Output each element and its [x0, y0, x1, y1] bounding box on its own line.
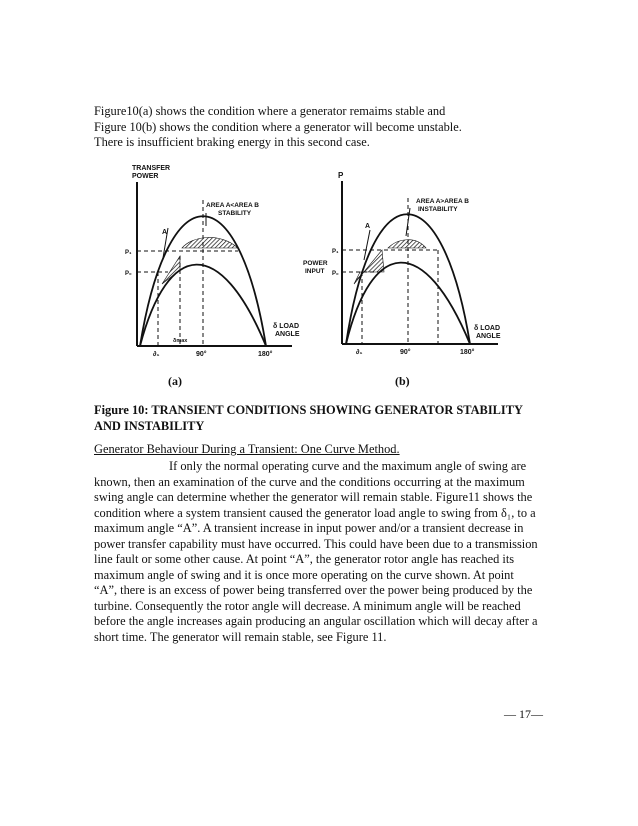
section-heading: Generator Behaviour During a Transient: One Curve Method.	[94, 442, 400, 456]
p1-label: P₁	[125, 250, 132, 256]
body-line: known, then an examination of the curve and the conditions occurring at the maximum	[94, 474, 525, 489]
power-input-label: POWER	[303, 260, 328, 267]
area-b-hatched	[182, 237, 238, 248]
x-axis-label: δ LOAD	[273, 323, 300, 330]
p0-label: P₀	[125, 271, 132, 277]
area-b-hatched	[388, 240, 426, 248]
intro-line: Figure10(a) shows the condition where a generator remaims stable and	[94, 104, 446, 118]
delta1-label: ∂₁	[153, 351, 160, 358]
body-paragraph	[94, 459, 546, 645]
body-line: power transfer capability must have occurred. This could have been due to a transmission	[94, 536, 538, 551]
90-degree-label: 90°	[400, 349, 411, 356]
180-degree-label: 180°	[258, 351, 273, 358]
subfigure-label-a: (a)	[168, 374, 182, 388]
area-label: AREA A>AREA B	[416, 198, 469, 205]
body-line: maximum angle of swing and it is once more operating on the curve shown. At point	[94, 567, 514, 582]
page-number: — 17—	[504, 707, 543, 721]
body-line: maximum angle “A”. A transient increase in input power and/or a transient decrease in	[94, 521, 524, 535]
x-axis-label: ANGLE	[476, 333, 501, 340]
p0-label: P₀	[332, 271, 339, 277]
x-axis-label: ANGLE	[275, 331, 300, 338]
intro-line: There is insufficient braking energy in this second case.	[94, 135, 370, 149]
delta1-label: ∂₁	[356, 349, 363, 356]
body-line: condition where a system transient caused the generator load angle to swing from δ₁, to a	[94, 505, 536, 520]
caption-line: AND INSTABILITY	[94, 418, 205, 433]
y-axis-label: TRANSFER	[132, 165, 171, 172]
180-degree-label: 180°	[460, 349, 475, 356]
90-degree-label: 90°	[196, 351, 207, 358]
subfigure-label-b: (b)	[395, 374, 410, 388]
power-input-label: INPUT	[305, 268, 325, 275]
figure-caption	[94, 403, 554, 434]
body-line: swing angle can determine whether the generator will remain stable. Figure11 shows the	[94, 490, 533, 504]
area-a-hatched	[162, 256, 180, 284]
body-line: line fault or some other cause. At point “A”, the generator rotor angle has reached its	[94, 552, 515, 566]
area-label: AREA A<AREA B	[206, 202, 259, 209]
area-label: INSTABILITY	[418, 206, 458, 213]
x-axis-label: δ LOAD	[474, 325, 501, 332]
figure-10b-diagram	[298, 168, 513, 368]
caption-line: Figure 10: TRANSIENT CONDITIONS SHOWING GENERATOR STABILITY	[94, 403, 523, 417]
body-line: turbine. Consequently the rotor angle will decrease. A minimum angle will be reached	[94, 598, 521, 613]
body-line: before the angle increases again producing an angular oscillation which will decay after a	[94, 614, 538, 628]
p1-label: P₁	[332, 249, 339, 255]
body-line: “A”, there is an excess of power being transferred over the power being produced by the	[94, 583, 533, 597]
body-line: short time. The generator will remain stable, see Figure 11.	[94, 629, 387, 644]
y-axis-label: P	[338, 171, 344, 180]
point-a-label: A	[365, 223, 371, 230]
delta-max-label: δmax	[173, 338, 188, 344]
area-label: STABILITY	[218, 210, 252, 217]
intro-line: Figure 10(b) shows the condition where a generator will become unstable.	[94, 119, 462, 134]
y-axis-label: POWER	[132, 173, 159, 180]
intro-paragraph	[94, 104, 554, 151]
body-line: If only the normal operating curve and the maximum angle of swing are	[169, 459, 527, 473]
point-a-label: A	[162, 229, 168, 236]
